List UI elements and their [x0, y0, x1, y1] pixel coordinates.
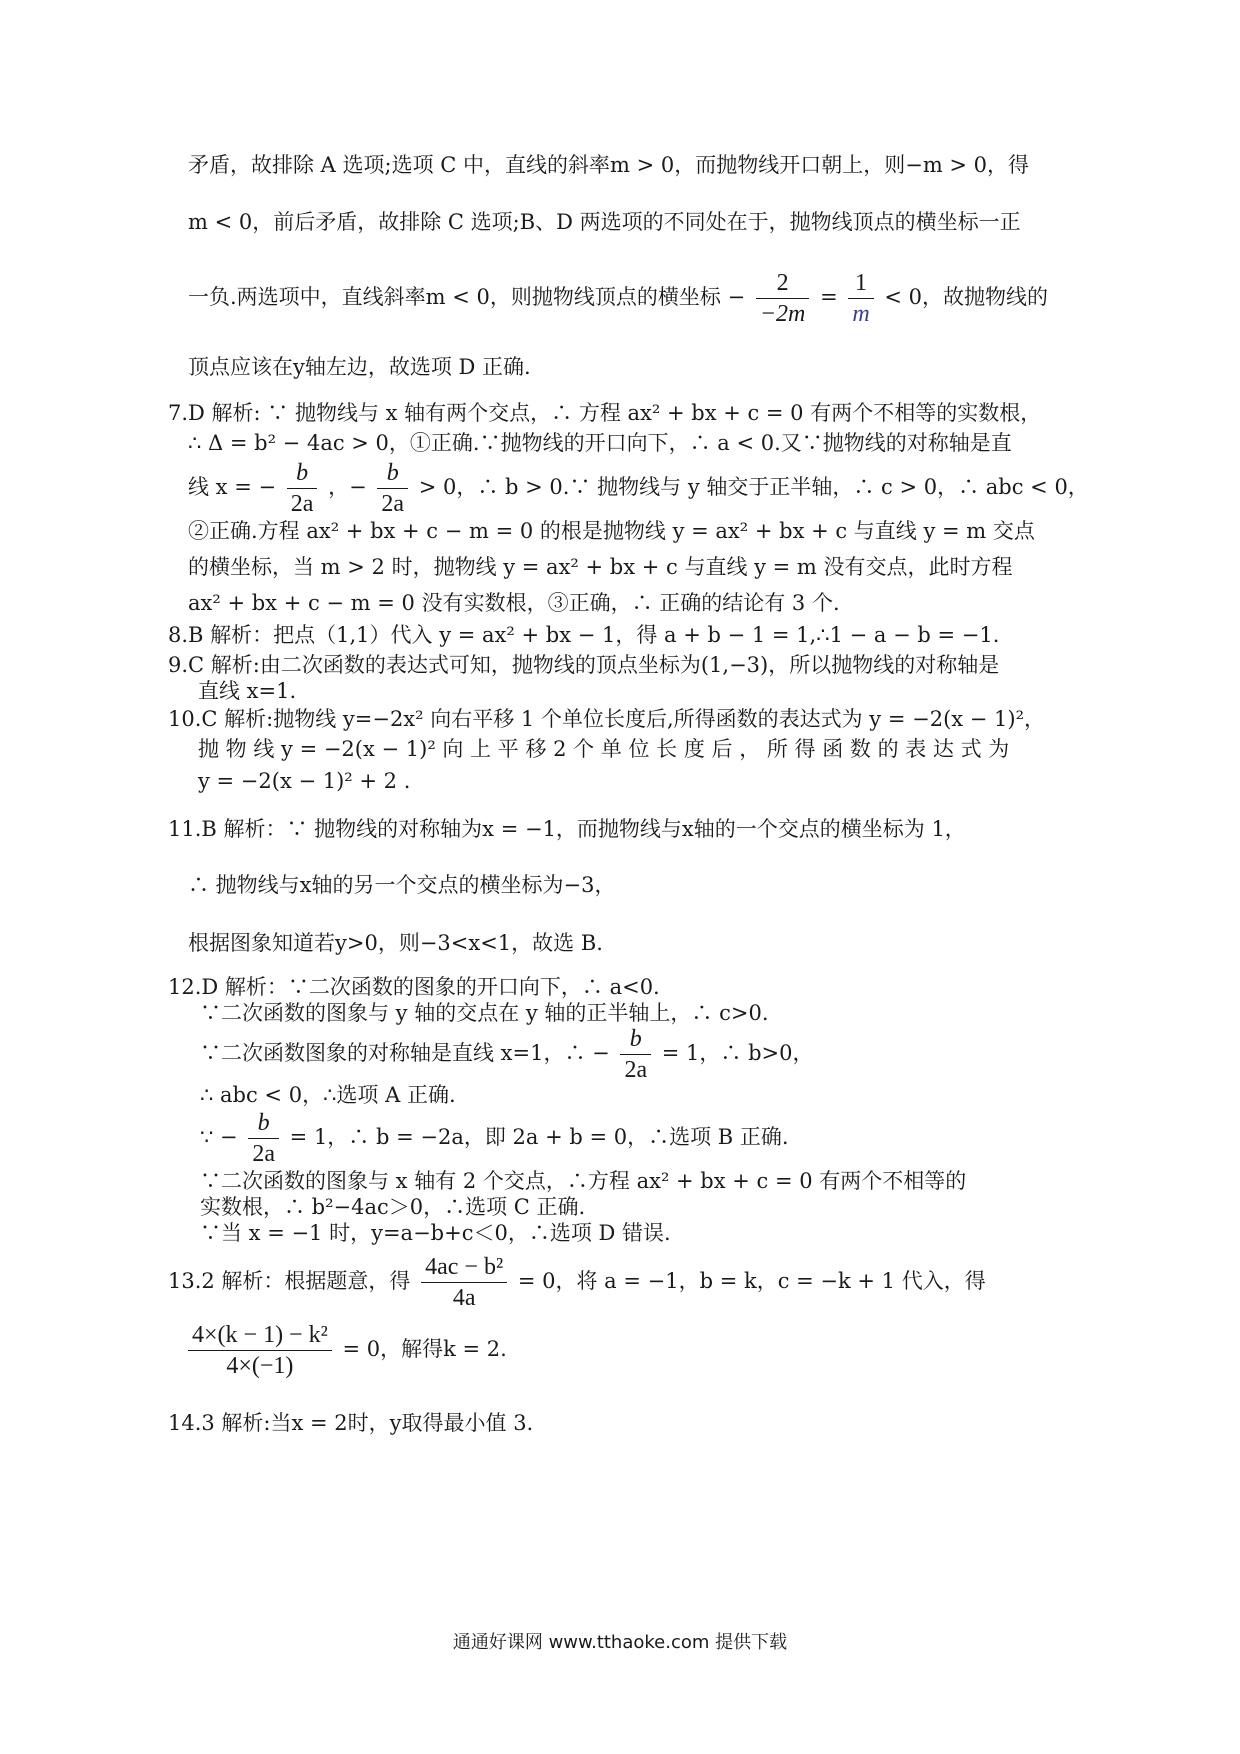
fraction — [188, 1320, 332, 1381]
answer-11-line: 根据图象知道若y>0，则−3<x<1，故选 B. — [188, 931, 603, 955]
answer-10-line: 抛 物 线 y = −2(x − 1)² 向 上 平 移 2 个 单 位 长 度 后 ， 所 得 函 数 的 表 达 式 为 — [198, 737, 1010, 761]
text-fragment: < 0，故抛物线的 — [884, 285, 1049, 309]
equals-sign: = — [820, 285, 838, 309]
answer-11-line: ∴ 抛物线与x轴的另一个交点的横坐标为−3， — [188, 873, 616, 897]
answer-10-line: y = −2(x − 1)² + 2 . — [198, 769, 411, 793]
fraction-denominator: 4a — [452, 1285, 476, 1311]
fraction-denominator: 2a — [381, 491, 405, 517]
text-fragment: = 1，∴ b = −2a，即 2a + b = 0，∴选项 B 正确. — [289, 1125, 789, 1149]
answer-12-line-with-fraction — [200, 1108, 789, 1169]
answer-7-line: 的横坐标，当 m > 2 时，抛物线 y = ax² + bx + c 与直线 y = m 没有交点，此时方程 — [188, 555, 1013, 579]
answer-13-line-with-fraction — [168, 1252, 986, 1313]
fraction — [287, 458, 318, 519]
fraction-numerator: 4ac − b² — [421, 1252, 507, 1283]
answer-11-line: 11.B 解析：∵ 抛物线的对称轴为x = −1，而抛物线与x轴的一个交点的横坐标为 1， — [168, 817, 966, 841]
answer-8-line: 8.B 解析：把点（1,1）代入 y = ax² + bx − 1，得 a + b − 1 = 1,∴1 − a − b = −1. — [168, 623, 1000, 647]
text-fragment: = 0，解得k = 2. — [342, 1337, 507, 1361]
answer-7-line-with-fraction — [188, 458, 1089, 519]
text-fragment: > 0，∴ b > 0.∵ 抛物线与 y 轴交于正半轴，∴ c > 0，∴ abc < 0， — [418, 475, 1089, 499]
text-line: 矛盾，故排除 A 选项;选项 C 中，直线的斜率m > 0，而抛物线开口朝上，则−m > 0，得 — [188, 153, 1030, 177]
answer-9-line: 9.C 解析:由二次函数的表达式可知，抛物线的顶点坐标为(1,−3)，所以抛物线的对称轴是 — [168, 653, 1000, 677]
text-fragment: = 0，将 a = −1，b = k，c = −k + 1 代入，得 — [517, 1269, 986, 1293]
text-line: 顶点应该在y轴左边，故选项 D 正确. — [188, 355, 531, 379]
text-fragment: ，− — [328, 475, 367, 499]
fraction-numerator: b — [620, 1024, 651, 1055]
fraction-denominator: 2a — [252, 1141, 275, 1167]
answer-12-line: 12.D 解析：∵二次函数的图象的开口向下，∴ a<0. — [168, 975, 660, 999]
fraction — [377, 458, 408, 519]
fraction-denominator: 2a — [290, 491, 314, 517]
answer-14-line: 14.3 解析:当x = 2时，y取得最小值 3. — [168, 1411, 534, 1435]
text-line-with-fraction — [188, 268, 1048, 329]
text-fragment: 13.2 解析：根据题意，得 — [168, 1269, 411, 1293]
fraction — [421, 1252, 507, 1313]
text-fragment: 一负.两选项中，直线斜率m < 0，则抛物线顶点的横坐标 − — [188, 285, 746, 309]
answer-12-line: ∵二次函数的图象与 y 轴的交点在 y 轴的正半轴上，∴ c>0. — [200, 1001, 769, 1025]
fraction-numerator: 4×(k − 1) − k² — [188, 1320, 332, 1351]
fraction-numerator: b — [377, 458, 408, 489]
text-fragment: ∵二次函数图象的对称轴是直线 x=1，∴ − — [200, 1041, 610, 1065]
fraction-numerator: 2 — [756, 268, 810, 299]
answer-7-line: ax² + bx + c − m = 0 没有实数根，③正确，∴ 正确的结论有 3 个. — [188, 591, 840, 615]
answer-7-line: ②正确.方程 ax² + bx + c − m = 0 的根是抛物线 y = ax² + bx + c 与直线 y = m 交点 — [188, 519, 1035, 543]
answer-10-line: 10.C 解析:抛物线 y=−2x² 向右平移 1 个单位长度后,所得函数的表达式为 y = −2(x − 1)²， — [168, 707, 1046, 731]
fraction — [848, 268, 873, 329]
text-line: m < 0，前后矛盾，故排除 C 选项;B、D 两选项的不同处在于，抛物线顶点的横坐标一正 — [188, 210, 1021, 234]
text-fragment: 线 x = − — [188, 475, 277, 499]
text-fragment: = 1，∴ b>0， — [661, 1041, 814, 1065]
footer-source-note: 通通好课网 www.tthaoke.com 提供下载 — [452, 1632, 788, 1653]
answer-7-line: ∴ Δ = b² − 4ac > 0，①正确.∵抛物线的开口向下，∴ a < 0.又∵抛物线的对称轴是直 — [188, 431, 1012, 455]
fraction — [756, 268, 810, 329]
fraction-denominator: 4×(−1) — [226, 1353, 294, 1379]
fraction-numerator: b — [287, 458, 318, 489]
answer-12-line-with-fraction — [200, 1024, 814, 1085]
fraction-numerator: 1 — [848, 268, 873, 299]
answer-12-line: 实数根，∴ b²−4ac＞0，∴选项 C 正确. — [200, 1195, 586, 1219]
fraction-denominator: m — [852, 301, 870, 327]
fraction-denominator: −2m — [759, 301, 806, 327]
answer-12-line: ∴ abc < 0，∴选项 A 正确. — [200, 1083, 456, 1107]
fraction-numerator: b — [248, 1108, 279, 1139]
answer-12-line: ∵当 x = −1 时，y=a−b+c＜0，∴选项 D 错误. — [200, 1221, 671, 1245]
fraction — [620, 1024, 651, 1085]
text-fragment: ∵ − — [200, 1125, 238, 1149]
answer-7-line: 7.D 解析: ∵ 抛物线与 x 轴有两个交点，∴ 方程 ax² + bx + c = 0 有两个不相等的实数根， — [168, 401, 1042, 425]
fraction-denominator: 2a — [624, 1057, 648, 1083]
answer-9-line: 直线 x=1. — [198, 679, 297, 703]
answer-13-line-with-fraction — [188, 1320, 507, 1381]
fraction — [248, 1108, 279, 1169]
answer-12-line: ∵二次函数的图象与 x 轴有 2 个交点，∴方程 ax² + bx + c = 0 有两个不相等的 — [200, 1169, 967, 1193]
